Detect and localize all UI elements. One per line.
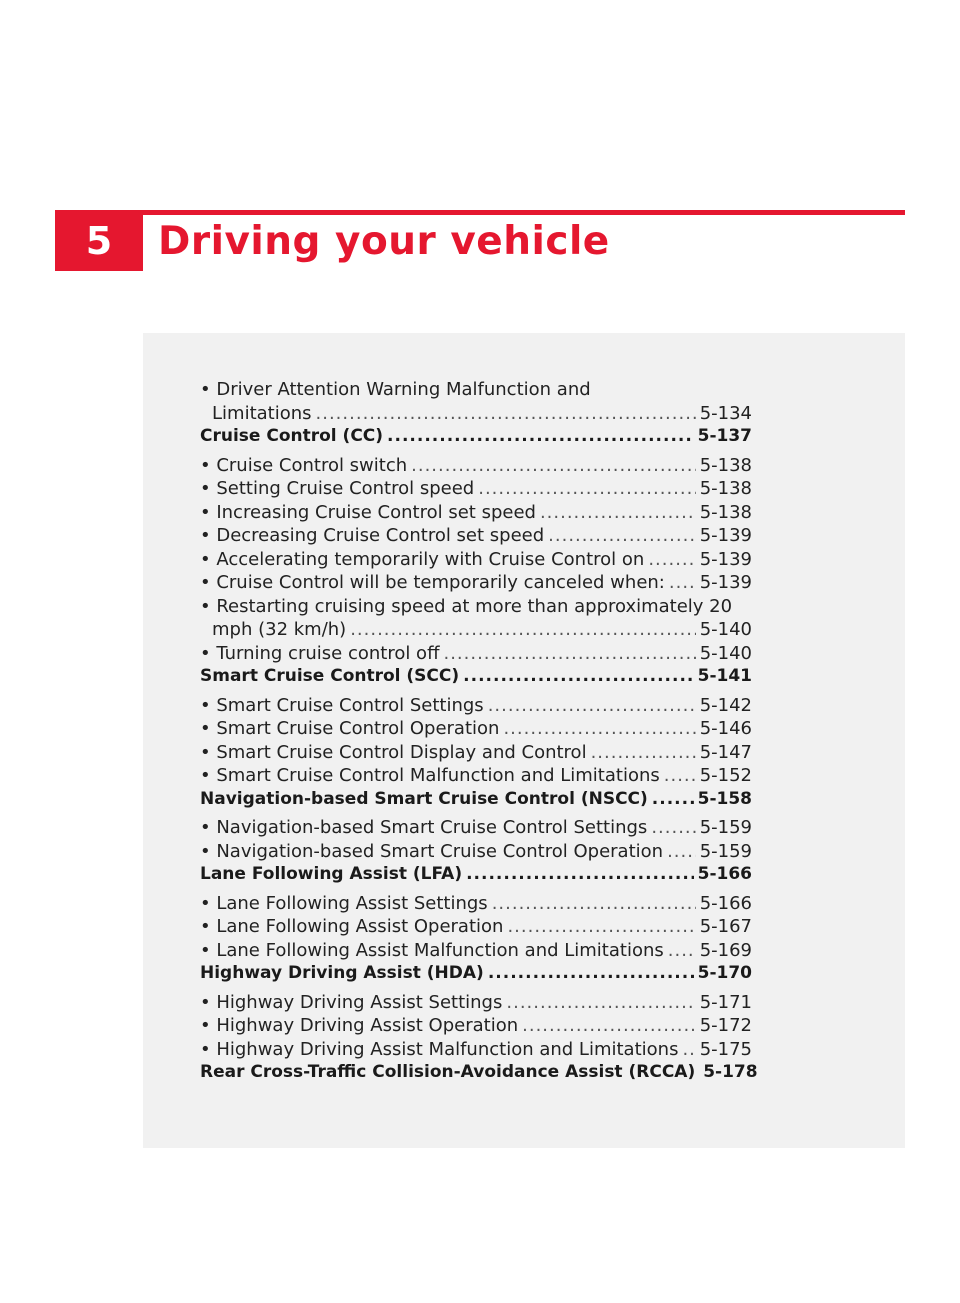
toc-page-number: 5-170	[697, 963, 752, 983]
dot-leader	[648, 548, 695, 572]
toc-item[interactable]	[200, 1014, 752, 1038]
toc-page-number: 5-159	[699, 840, 752, 862]
toc-entry-title: Lane Following Assist (LFA)	[200, 864, 463, 884]
toc-page-number: 5-171	[699, 991, 752, 1013]
toc-entry-title: • Highway Driving Assist Malfunction and Limitations	[200, 1038, 679, 1060]
toc-entry-title: • Highway Driving Assist Operation	[200, 1015, 519, 1036]
toc-item[interactable]	[200, 571, 752, 595]
toc-item[interactable]	[200, 548, 752, 572]
toc-item[interactable]	[200, 939, 752, 963]
toc-item[interactable]	[200, 524, 752, 548]
dot-leader	[540, 501, 696, 525]
chapter-title: Driving your vehicle	[158, 219, 610, 264]
toc-page-number: 5-140	[699, 642, 752, 664]
toc-entry-title: • Increasing Cruise Control set speed	[200, 501, 536, 523]
dot-leader	[466, 863, 694, 887]
toc-section[interactable]	[200, 665, 752, 689]
chapter-number: 5	[55, 210, 143, 271]
toc-item[interactable]	[200, 892, 752, 916]
dot-leader	[503, 717, 695, 741]
toc-item[interactable]	[200, 915, 752, 939]
toc-page-number: 5-146	[699, 718, 752, 739]
toc-item[interactable]	[200, 501, 752, 525]
toc-entry-title: • Setting Cruise Control speed	[200, 478, 475, 499]
dot-leader	[651, 816, 695, 840]
toc-entry-title: • Smart Cruise Control Malfunction and Limitations	[200, 765, 660, 786]
toc-item[interactable]	[200, 642, 752, 666]
toc-entry-title: Rear Cross-Traffic Collision-Avoidance Assist (RCCA)	[200, 1062, 696, 1082]
table-of-contents	[200, 378, 758, 1090]
toc-page-number: 5-175	[699, 1038, 752, 1060]
toc-entry-title: • Smart Cruise Control Settings	[200, 694, 484, 716]
toc-page-number: 5-147	[699, 741, 752, 763]
toc-page-number: 5-158	[697, 788, 752, 809]
toc-item[interactable]	[200, 741, 752, 765]
toc-entry-title: • Decreasing Cruise Control set speed	[200, 525, 545, 546]
toc-entry-title: • Accelerating temporarily with Cruise Control on	[200, 548, 645, 570]
dot-leader	[664, 764, 696, 788]
toc-section[interactable]	[200, 863, 752, 887]
dot-leader	[387, 425, 694, 449]
toc-page-number: 5-137	[697, 426, 752, 446]
dot-leader	[492, 892, 696, 916]
toc-page-number: 5-142	[699, 694, 752, 716]
toc-page-number: 5-159	[699, 817, 752, 838]
toc-page-number: 5-172	[699, 1015, 752, 1036]
toc-entry-title: • Cruise Control switch	[200, 454, 408, 476]
toc-page-number: 5-134	[699, 402, 752, 424]
toc-entry-title: Cruise Control (CC)	[200, 426, 384, 446]
toc-entry-title: • Smart Cruise Control Display and Control	[200, 741, 587, 763]
toc-section[interactable]	[200, 1061, 758, 1085]
dot-leader	[478, 477, 695, 501]
toc-item[interactable]	[200, 764, 752, 788]
dot-leader	[506, 991, 695, 1015]
dot-leader	[316, 402, 696, 426]
toc-entry-title: • Cruise Control will be temporarily canceled when:	[200, 572, 665, 593]
toc-entry-title: Smart Cruise Control (SCC)	[200, 666, 460, 686]
dot-leader	[443, 642, 695, 666]
toc-page-number: 5-178	[703, 1062, 758, 1082]
dot-leader	[668, 939, 696, 963]
dot-leader	[652, 788, 694, 812]
toc-page-number: 5-139	[699, 548, 752, 570]
dot-leader	[507, 915, 695, 939]
toc-entry-title: • Lane Following Assist Operation	[200, 916, 504, 937]
toc-page-number: 5-141	[697, 666, 752, 686]
toc-section[interactable]	[200, 788, 752, 812]
toc-page-number: 5-138	[699, 501, 752, 523]
toc-page-number: 5-139	[699, 525, 752, 546]
toc-item[interactable]	[200, 694, 752, 718]
toc-entry-title: • Lane Following Assist Malfunction and Limitations	[200, 939, 664, 961]
dot-leader	[591, 741, 696, 765]
toc-item[interactable]	[200, 378, 752, 425]
toc-entry-title: mph (32 km/h)	[212, 619, 347, 640]
toc-item-text-line1: • Restarting cruising speed at more than approximately 20	[200, 595, 733, 617]
toc-entry-title: Navigation-based Smart Cruise Control (NSCC)	[200, 788, 648, 809]
toc-item[interactable]	[200, 991, 752, 1015]
toc-entry-title: Limitations	[212, 402, 312, 424]
toc-page-number: 5-166	[699, 892, 752, 914]
toc-item[interactable]	[200, 1038, 752, 1062]
dot-leader	[548, 524, 696, 548]
dot-leader	[669, 571, 696, 595]
toc-entry-title: • Turning cruise control off	[200, 642, 440, 664]
toc-section[interactable]	[200, 962, 752, 986]
toc-item[interactable]	[200, 595, 752, 642]
toc-item[interactable]	[200, 477, 752, 501]
toc-page-number: 5-167	[699, 916, 752, 937]
toc-item[interactable]	[200, 816, 752, 840]
toc-page-number: 5-139	[699, 572, 752, 593]
toc-entry-title: • Highway Driving Assist Settings	[200, 991, 503, 1013]
toc-entry-title: • Smart Cruise Control Operation	[200, 718, 500, 739]
toc-page-number: 5-138	[699, 478, 752, 499]
dot-leader	[488, 962, 694, 986]
toc-item-text-line1: • Driver Attention Warning Malfunction and	[200, 379, 591, 400]
toc-item[interactable]	[200, 717, 752, 741]
dot-leader	[667, 840, 696, 864]
dot-leader	[682, 1038, 695, 1062]
toc-entry-title: • Navigation-based Smart Cruise Control Settings	[200, 817, 648, 838]
toc-page-number: 5-140	[699, 619, 752, 640]
toc-entry-title: • Lane Following Assist Settings	[200, 892, 488, 914]
toc-item[interactable]	[200, 454, 752, 478]
dot-leader	[488, 694, 696, 718]
toc-entry-title: • Navigation-based Smart Cruise Control Operation	[200, 840, 664, 862]
toc-page-number: 5-166	[697, 864, 752, 884]
dot-leader	[411, 454, 696, 478]
dot-leader	[350, 618, 695, 642]
toc-page-number: 5-169	[699, 939, 752, 961]
dot-leader	[463, 665, 693, 689]
toc-page-number: 5-152	[699, 765, 752, 786]
toc-item[interactable]	[200, 840, 752, 864]
dot-leader	[522, 1014, 696, 1038]
toc-entry-title: Highway Driving Assist (HDA)	[200, 963, 484, 983]
toc-page-number: 5-138	[699, 454, 752, 476]
toc-section[interactable]	[200, 425, 752, 449]
